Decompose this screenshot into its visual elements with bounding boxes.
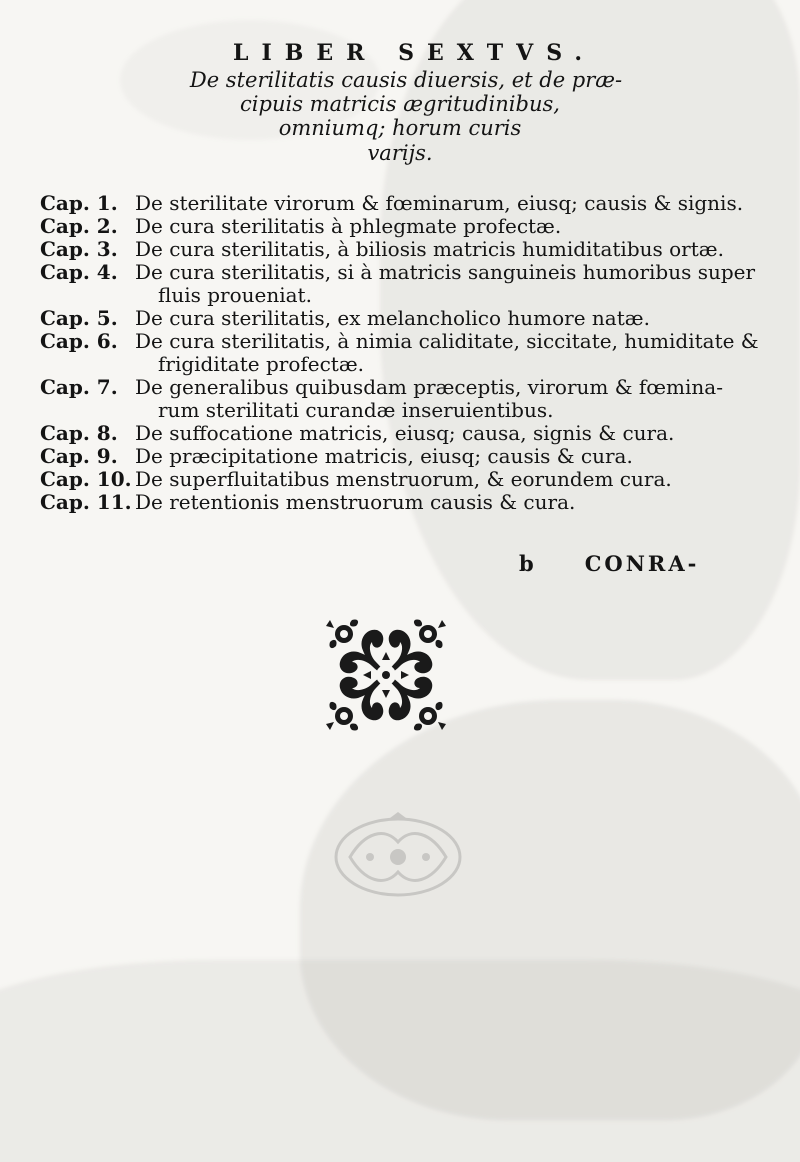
chapter-number: Cap. 10.: [40, 467, 132, 491]
subtitle-line: cipuis matricis ægritudinibus,: [240, 92, 560, 116]
chapter-entry-continuation: [40, 398, 760, 421]
water-stain: [0, 960, 800, 1162]
chapter-title-continuation: fluis proueniat.: [158, 283, 312, 307]
running-title: LIBER SEXTVS.: [233, 40, 595, 66]
chapter-number: Cap. 6.: [40, 329, 118, 353]
chapter-title: De cura sterilitatis, à nimia caliditate, siccitate, humiditate &: [135, 329, 759, 353]
chapter-entry-continuation: [40, 283, 760, 306]
signature-mark: b: [519, 551, 537, 576]
chapter-list: [40, 191, 760, 513]
chapter-entry: [40, 490, 760, 513]
show-through-ornament-icon: [330, 812, 466, 902]
subtitle-line: De sterilitatis causis diuersis, et de præ-: [189, 68, 623, 92]
chapter-entry: [40, 467, 760, 490]
chapter-title: De suffocatione matricis, eiusq; causa, signis & cura.: [135, 421, 675, 445]
chapter-number: Cap. 4.: [40, 260, 118, 284]
chapter-entry: [40, 191, 760, 214]
chapter-title: De præcipitatione matricis, eiusq; causis & cura.: [135, 444, 633, 468]
chapter-number: Cap. 5.: [40, 306, 118, 330]
chapter-entry: [40, 306, 760, 329]
chapter-title: De cura sterilitatis, si à matricis sanguineis humoribus super: [135, 260, 756, 284]
catchword: CONRA-: [584, 551, 700, 576]
chapter-number: Cap. 11.: [40, 490, 132, 514]
chapter-title: De cura sterilitatis, à biliosis matricis humiditatibus ortæ.: [135, 237, 724, 261]
chapter-entry: [40, 214, 760, 237]
chapter-title-continuation: frigiditate profectæ.: [158, 352, 364, 376]
chapter-title: De superfluitatibus menstruorum, & eorundem cura.: [135, 467, 672, 491]
catchword-line: [519, 551, 699, 576]
chapter-title-continuation: rum sterilitati curandæ inseruientibus.: [158, 398, 554, 422]
chapter-title: De retentionis menstruorum causis & cura.: [135, 490, 576, 514]
chapter-entry: [40, 421, 760, 444]
chapter-title: De cura sterilitatis à phlegmate profectæ.: [135, 214, 562, 238]
chapter-number: Cap. 1.: [40, 191, 118, 215]
chapter-entry: [40, 260, 760, 283]
chapter-title: De sterilitate virorum & fœminarum, eiusq; causis & signis.: [135, 191, 744, 215]
chapter-entry-continuation: [40, 352, 760, 375]
chapter-entry: [40, 237, 760, 260]
chapter-entry: [40, 329, 760, 352]
chapter-number: Cap. 7.: [40, 375, 118, 399]
chapter-number: Cap. 2.: [40, 214, 118, 238]
chapter-title: De cura sterilitatis, ex melancholico humore natæ.: [135, 306, 650, 330]
chapter-title: De generalibus quibusdam præceptis, virorum & fœmina-: [135, 375, 723, 399]
subtitle-line: omniumq; horum curis: [278, 116, 522, 140]
chapter-entry: [40, 375, 760, 398]
chapter-number: Cap. 3.: [40, 237, 118, 261]
chapter-number: Cap. 9.: [40, 444, 118, 468]
printers-ornament-icon: [322, 612, 450, 738]
subtitle-line: varijs.: [367, 141, 433, 165]
chapter-number: Cap. 8.: [40, 421, 118, 445]
chapter-entry: [40, 444, 760, 467]
